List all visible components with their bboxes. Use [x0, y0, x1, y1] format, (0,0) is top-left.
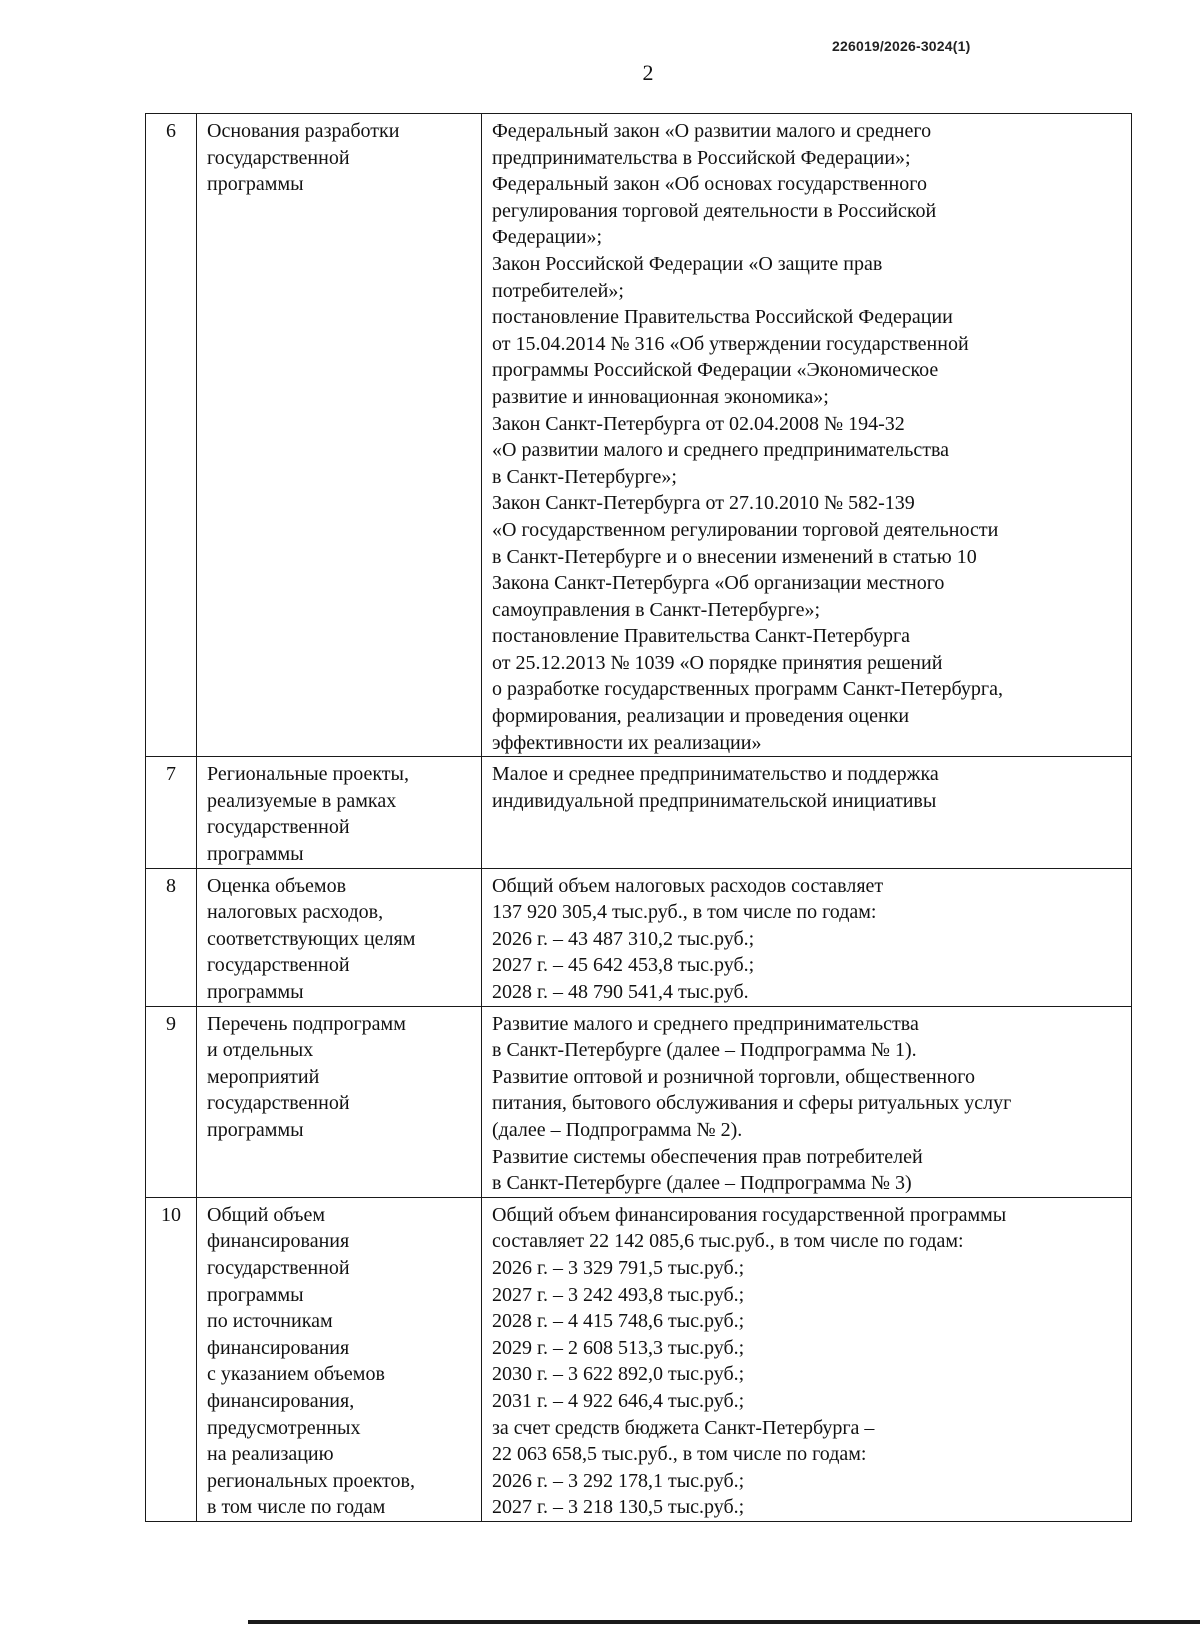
document-id: 226019/2026-3024(1): [832, 38, 971, 54]
row-content-line: Малое и среднее предпринимательство и поддержка: [492, 763, 939, 786]
row-content: [482, 868, 1132, 1006]
row-content-line: о разработке государственных программ Санкт-Петербурга,: [492, 678, 1003, 701]
row-content-line: «О государственном регулировании торговой деятельности: [492, 518, 999, 541]
row-title-line: и отдельных: [207, 1039, 314, 1062]
row-content-line: 2028 г. – 48 790 541,4 тыс.руб.: [492, 981, 749, 1003]
table-row: [146, 1197, 1132, 1521]
row-title-line: программы: [207, 843, 304, 866]
row-content-line: постановление Правительства Российской Федерации: [492, 306, 953, 329]
row-content-line: программы Российской Федерации «Экономическое: [492, 359, 939, 382]
row-content-line: в Санкт-Петербурге и о внесении изменений в статью 10: [492, 545, 977, 568]
row-content-line: за счет средств бюджета Санкт-Петербурга –: [492, 1416, 875, 1439]
row-title-line: государственной: [207, 954, 350, 977]
row-content-line: от 15.04.2014 № 316 «Об утверждении государственной: [492, 332, 969, 355]
row-content-line: Развитие оптовой и розничной торговли, общественного: [492, 1065, 975, 1088]
row-content-line: (далее – Подпрограмма № 2).: [492, 1118, 743, 1141]
row-content-line: Общий объем налоговых расходов составляет: [492, 874, 884, 897]
row-title-line: с указанием объемов: [207, 1363, 385, 1386]
row-content-line: Федерации»;: [492, 226, 603, 249]
scan-bottom-edge: [248, 1620, 1200, 1624]
row-content-line: Развитие малого и среднего предпринимательства: [492, 1012, 919, 1035]
row-title-line: финансирования: [207, 1230, 350, 1253]
row-content-line: от 25.12.2013 № 1039 «О порядке принятия решений: [492, 651, 943, 674]
row-content-line: в Санкт-Петербурге (далее – Подпрограмма № 3): [492, 1172, 912, 1195]
row-title-line: соответствующих целям: [207, 927, 416, 950]
row-title: [197, 114, 482, 757]
row-title-line: Основания разработки: [207, 120, 400, 142]
row-title: [197, 1006, 482, 1197]
row-content-line: Федеральный закон «Об основах государственного: [492, 173, 927, 196]
row-title-line: государственной: [207, 146, 350, 169]
row-content: [482, 114, 1132, 757]
row-content: [482, 1197, 1132, 1521]
row-title-line: в том числе по годам: [207, 1496, 386, 1519]
row-content-line: питания, бытового обслуживания и сферы ритуальных услуг: [492, 1092, 1012, 1115]
row-content-line: «О развитии малого и среднего предпринимательства: [492, 439, 950, 462]
row-title: [197, 757, 482, 868]
row-title-line: Региональные проекты,: [207, 763, 409, 786]
row-content-line: самоуправления в Санкт-Петербурге»;: [492, 598, 821, 621]
row-content-line: 2027 г. – 45 642 453,8 тыс.руб.;: [492, 954, 755, 977]
row-content-line: Закон Санкт-Петербурга от 02.04.2008 № 194-32: [492, 412, 905, 435]
row-content-line: 2026 г. – 3 292 178,1 тыс.руб.;: [492, 1469, 745, 1492]
row-title-line: региональных проектов,: [207, 1469, 415, 1492]
row-content-line: Закон Санкт-Петербурга от 27.10.2010 № 582-139: [492, 492, 915, 515]
program-passport-table: [145, 113, 1132, 1522]
row-title-line: программы: [207, 981, 304, 1003]
row-title: [197, 868, 482, 1006]
row-content-line: регулирования торговой деятельности в Российской: [492, 199, 937, 222]
table-row: [146, 114, 1132, 757]
row-title-line: Оценка объемов: [207, 874, 347, 897]
row-title-line: мероприятий: [207, 1065, 320, 1088]
row-content-line: Федеральный закон «О развитии малого и среднего: [492, 120, 932, 142]
page-number-text: 2: [642, 60, 654, 85]
row-title-line: финансирования: [207, 1336, 350, 1359]
row-title-line: программы: [207, 1118, 304, 1141]
row-content-line: 2030 г. – 3 622 892,0 тыс.руб.;: [492, 1363, 745, 1386]
row-content-line: Закон Российской Федерации «О защите прав: [492, 252, 883, 275]
row-content-line: Закона Санкт-Петербурга «Об организации местного: [492, 572, 945, 595]
row-content-line: 2028 г. – 4 415 748,6 тыс.руб.;: [492, 1310, 745, 1333]
row-content-line: индивидуальной предпринимательской инициативы: [492, 789, 937, 812]
row-title-line: Общий объем: [207, 1203, 325, 1226]
row-content-line: эффективности их реализации»: [492, 731, 762, 754]
page-number: [0, 60, 1200, 86]
row-content-line: 2027 г. – 3 242 493,8 тыс.руб.;: [492, 1283, 745, 1306]
row-title: [197, 1197, 482, 1521]
row-content-line: развитие и инновационная экономика»;: [492, 385, 829, 408]
row-title-line: программы: [207, 173, 304, 196]
row-title-line: программы: [207, 1283, 304, 1306]
table-row: [146, 1006, 1132, 1197]
row-content-line: 2026 г. – 3 329 791,5 тыс.руб.;: [492, 1256, 745, 1279]
row-content-line: составляет 22 142 085,6 тыс.руб., в том числе по годам:: [492, 1230, 964, 1253]
row-number: 10: [146, 1197, 197, 1521]
row-content-line: Развитие системы обеспечения прав потребителей: [492, 1145, 923, 1168]
row-content-line: 2029 г. – 2 608 513,3 тыс.руб.;: [492, 1336, 745, 1359]
row-content: [482, 757, 1132, 868]
row-title-line: налоговых расходов,: [207, 901, 384, 924]
row-title-line: финансирования,: [207, 1389, 355, 1412]
row-title-line: на реализацию: [207, 1443, 334, 1466]
row-content-line: в Санкт-Петербурге (далее – Подпрограмма № 1).: [492, 1039, 917, 1062]
row-title-line: государственной: [207, 1092, 350, 1115]
row-title-line: государственной: [207, 816, 350, 839]
row-number: 6: [146, 114, 197, 757]
row-content: [482, 1006, 1132, 1197]
row-content-line: формирования, реализации и проведения оценки: [492, 705, 910, 728]
row-content-line: предпринимательства в Российской Федерации»;: [492, 146, 911, 169]
row-number: 7: [146, 757, 197, 868]
row-title-line: реализуемые в рамках: [207, 789, 397, 812]
row-content-line: 22 063 658,5 тыс.руб., в том числе по годам:: [492, 1443, 867, 1466]
row-title-line: предусмотренных: [207, 1416, 361, 1439]
row-content-line: потребителей»;: [492, 279, 624, 302]
row-title-line: государственной: [207, 1256, 350, 1279]
row-number: 9: [146, 1006, 197, 1197]
row-content-line: 2027 г. – 3 218 130,5 тыс.руб.;: [492, 1496, 745, 1519]
table-row: [146, 868, 1132, 1006]
row-content-line: в Санкт-Петербурге»;: [492, 465, 677, 488]
row-content-line: 2026 г. – 43 487 310,2 тыс.руб.;: [492, 927, 755, 950]
row-number: 8: [146, 868, 197, 1006]
table-row: [146, 757, 1132, 868]
row-content-line: постановление Правительства Санкт-Петербурга: [492, 625, 911, 648]
row-content-line: 137 920 305,4 тыс.руб., в том числе по годам:: [492, 901, 877, 924]
row-title-line: по источникам: [207, 1310, 333, 1333]
row-content-line: Общий объем финансирования государственной программы: [492, 1203, 1007, 1226]
row-title-line: Перечень подпрограмм: [207, 1012, 406, 1035]
row-content-line: 2031 г. – 4 922 646,4 тыс.руб.;: [492, 1389, 745, 1412]
